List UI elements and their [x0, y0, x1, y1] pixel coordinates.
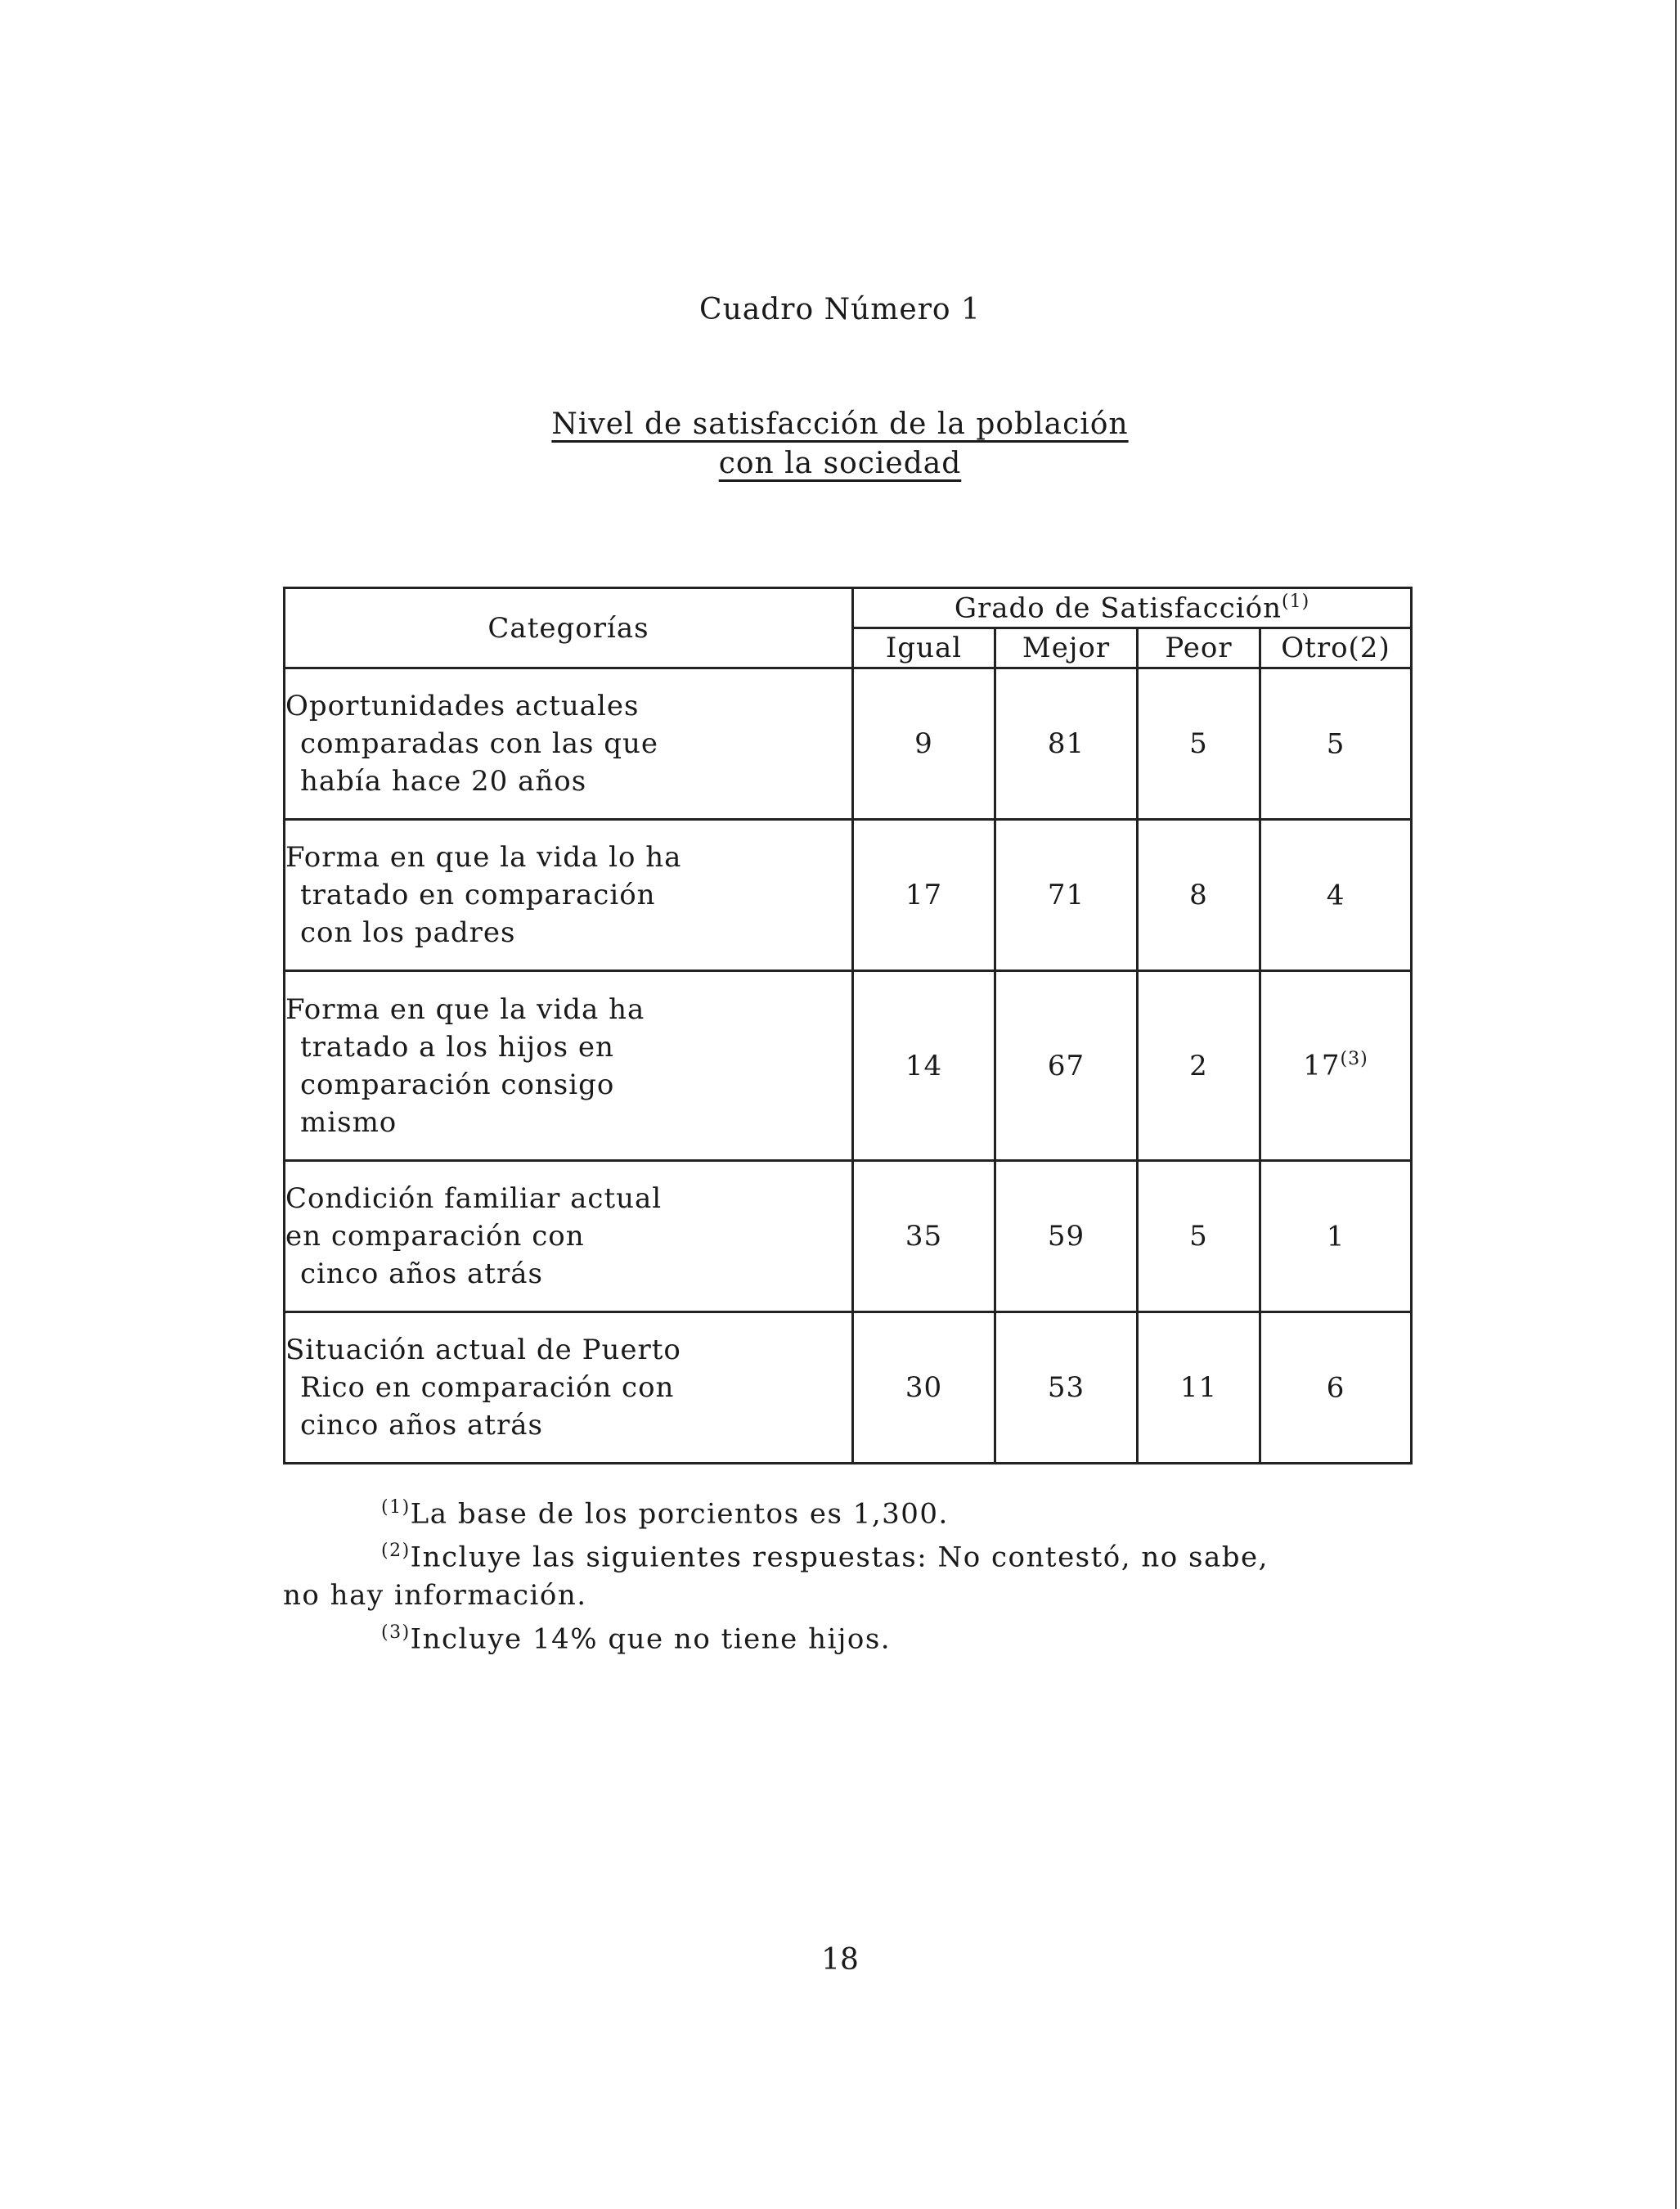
- table-row: [285, 971, 1412, 1161]
- row-label: [285, 1312, 853, 1464]
- table-row: [285, 820, 1412, 971]
- group-header: [853, 588, 1412, 628]
- group-header-note: (1): [1282, 591, 1310, 612]
- cell-otro-value: 1: [1326, 1220, 1345, 1253]
- table-row: [285, 668, 1412, 820]
- row-label-line: tratado en comparación: [300, 879, 656, 911]
- row-label-line: tratado a los hijos en: [300, 1030, 614, 1064]
- table-row: [285, 1312, 1412, 1464]
- column-header-otro-label: Otro: [1281, 632, 1349, 664]
- cell-mejor: 53: [995, 1312, 1138, 1464]
- row-label-line: comparadas con las que: [300, 727, 659, 760]
- row-label-line: Oportunidades actuales: [285, 690, 640, 722]
- footnotes: [283, 1489, 1428, 1658]
- footnote-2-mark: (2): [381, 1541, 411, 1562]
- column-header-otro: [1260, 628, 1412, 668]
- cell-mejor: 59: [995, 1161, 1138, 1312]
- footnote-1-mark: (1): [381, 1497, 411, 1518]
- cell-otro-note: (3): [1340, 1049, 1368, 1070]
- cell-igual: 30: [853, 1312, 995, 1464]
- cell-igual: 14: [853, 971, 995, 1161]
- cell-peor: 11: [1138, 1312, 1260, 1464]
- column-header-otro-note: (2): [1348, 632, 1390, 664]
- cell-peor: 8: [1138, 820, 1260, 971]
- row-label-line: Forma en que la vida lo ha: [285, 841, 682, 874]
- row-label: [285, 668, 853, 820]
- table-title: [0, 405, 1680, 484]
- cell-otro: [1260, 1312, 1412, 1464]
- cell-otro-value: 17: [1303, 1049, 1341, 1082]
- row-label-line: Condición familiar actual: [285, 1182, 663, 1215]
- footnote-3-text: Incluye 14% que no tiene hijos.: [410, 1622, 892, 1655]
- table-row: [285, 1161, 1412, 1312]
- row-label-line: cinco años atrás: [300, 1257, 543, 1290]
- satisfaction-table: [283, 587, 1413, 1464]
- column-header-peor: Peor: [1138, 628, 1260, 668]
- cell-mejor: 67: [995, 971, 1138, 1161]
- title-line-1: Nivel de satisfacción de la población: [551, 407, 1129, 441]
- group-header-label: Grado de Satisfacción: [954, 592, 1282, 625]
- row-label-line: Forma en que la vida ha: [285, 992, 645, 1026]
- cell-otro: [1260, 820, 1412, 971]
- cell-otro-value: 5: [1326, 727, 1345, 761]
- row-label-line: en comparación con: [285, 1220, 585, 1253]
- cell-peor: 5: [1138, 1161, 1260, 1312]
- row-label-line: mismo: [300, 1105, 398, 1139]
- footnote-2: [283, 1532, 1428, 1576]
- cell-otro-value: 4: [1326, 879, 1345, 912]
- footnote-3: [283, 1614, 1428, 1658]
- row-label-line: Rico en comparación con: [300, 1371, 675, 1404]
- page-edge: [1675, 0, 1677, 2209]
- title-line-2: con la sociedad: [718, 447, 962, 480]
- page-number: 18: [821, 1943, 859, 1977]
- category-header: Categorías: [285, 588, 853, 668]
- footnote-1-text: La base de los porcientos es 1,300.: [410, 1497, 949, 1531]
- cell-otro: [1260, 668, 1412, 820]
- cell-otro-value: 6: [1326, 1371, 1345, 1405]
- cell-otro: [1260, 971, 1412, 1161]
- column-header-mejor: Mejor: [995, 628, 1138, 668]
- cell-igual: 35: [853, 1161, 995, 1312]
- row-label-line: con los padres: [300, 916, 516, 949]
- cell-peor: 2: [1138, 971, 1260, 1161]
- table-heading: Cuadro Número 1: [699, 293, 981, 326]
- column-header-igual: Igual: [853, 628, 995, 668]
- row-label: [285, 820, 853, 971]
- footnote-2-continuation: no hay información.: [283, 1578, 587, 1612]
- footnote-3-mark: (3): [381, 1622, 411, 1643]
- row-label-line: cinco años atrás: [300, 1409, 543, 1442]
- cell-mejor: 71: [995, 820, 1138, 971]
- cell-igual: 17: [853, 820, 995, 971]
- footnote-2-text: Incluye las siguientes respuestas: No contestó, no sabe,: [410, 1541, 1269, 1574]
- row-label-line: había hace 20 años: [300, 765, 587, 798]
- cell-otro: [1260, 1161, 1412, 1312]
- row-label: [285, 1161, 853, 1312]
- row-label: [285, 971, 853, 1161]
- cell-mejor: 81: [995, 668, 1138, 820]
- cell-peor: 5: [1138, 668, 1260, 820]
- row-label-line: comparación consigo: [300, 1068, 615, 1101]
- row-label-line: Situación actual de Puerto: [285, 1334, 681, 1366]
- footnote-1: [283, 1489, 1428, 1532]
- cell-igual: 9: [853, 668, 995, 820]
